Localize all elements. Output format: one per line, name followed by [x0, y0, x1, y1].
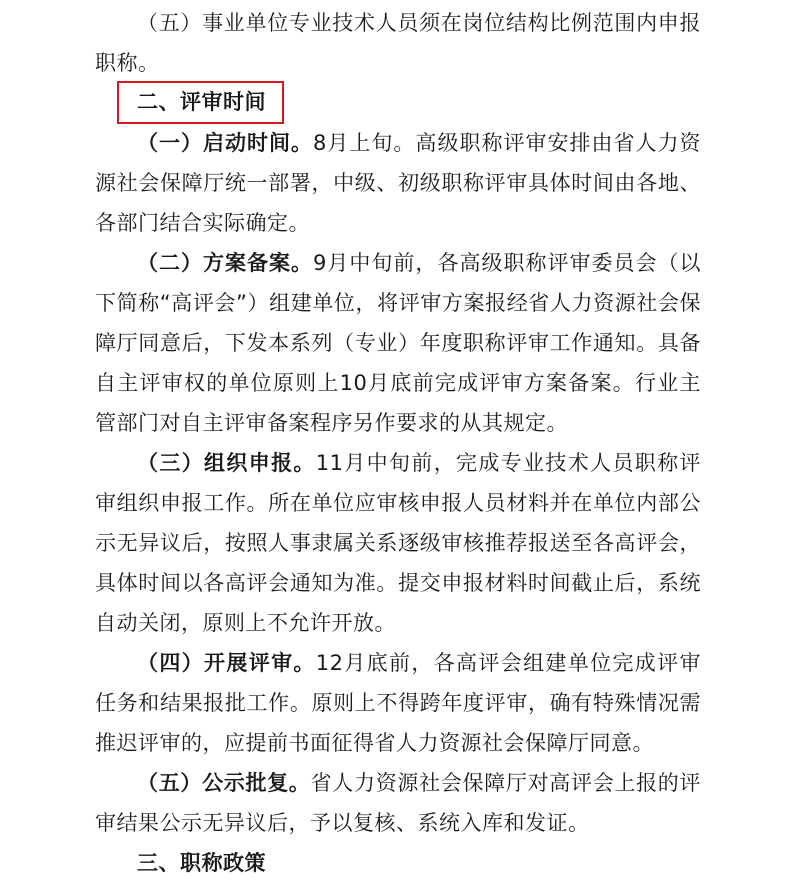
section-heading-title-policy: 三、职称政策 — [137, 851, 266, 875]
paragraph-lead: （三）组织申报。 — [137, 451, 316, 475]
paragraph-start-time — [95, 123, 701, 243]
paragraph-lead: （四）开展评审。 — [137, 651, 316, 675]
paragraph-text: 9月中旬前，各高级职称评审委员会（以下简称“高评会”）组建单位，将评审方案报经省人力资源社会保障厅同意后，下发本系列（专业）年度职称评审工作通知。具备自主评审权的单位原则上10月底前完成评审方案备案。行业主管部门对自主评审备案程序另作要求的从其规定。 — [95, 251, 702, 435]
paragraph-lead: （一）启动时间。 — [137, 131, 314, 155]
paragraph-text: 省人力资源社会保障厅对高评会上报的评审结果公示无异议后，予以复核、系统入库和发证。 — [95, 771, 702, 835]
section-heading-review-time: 二、评审时间 — [137, 90, 266, 114]
paragraph-conduct-review — [95, 643, 701, 763]
paragraph-plan-filing — [95, 243, 701, 443]
paragraph-text: （五）事业单位专业技术人员须在岗位结构比例范围内申报职称。 — [95, 11, 701, 75]
paragraph-lead: （五）公示批复。 — [137, 771, 311, 795]
paragraph-organize-application — [95, 443, 701, 643]
paragraph-text: 8月上旬。高级职称评审安排由省人力资源社会保障厅统一部署，中级、初级职称评审具体时间由各地、各部门结合实际确定。 — [95, 131, 702, 235]
paragraph-prev-item-5 — [95, 3, 701, 83]
paragraph-text: 11月中旬前，完成专业技术人员职称评审组织申报工作。所在单位应审核申报人员材料并在单位内部公示无异议后，按照人事隶属关系逐级审核推荐报送至各高评会，具体时间以各高评会通知为准。提交申报材料时间截止后，系统自动关闭，原则上不允许开放。 — [95, 451, 701, 635]
paragraph-lead: （二）方案备案。 — [137, 251, 314, 275]
heading-highlight-box — [117, 81, 284, 124]
paragraph-publicity-approval — [95, 763, 701, 843]
paragraph-text: 12月底前，各高评会组建单位完成评审任务和结果报批工作。原则上不得跨年度评审，确有特殊情况需推迟评审的，应提前书面征得省人力资源社会保障厅同意。 — [95, 651, 701, 755]
